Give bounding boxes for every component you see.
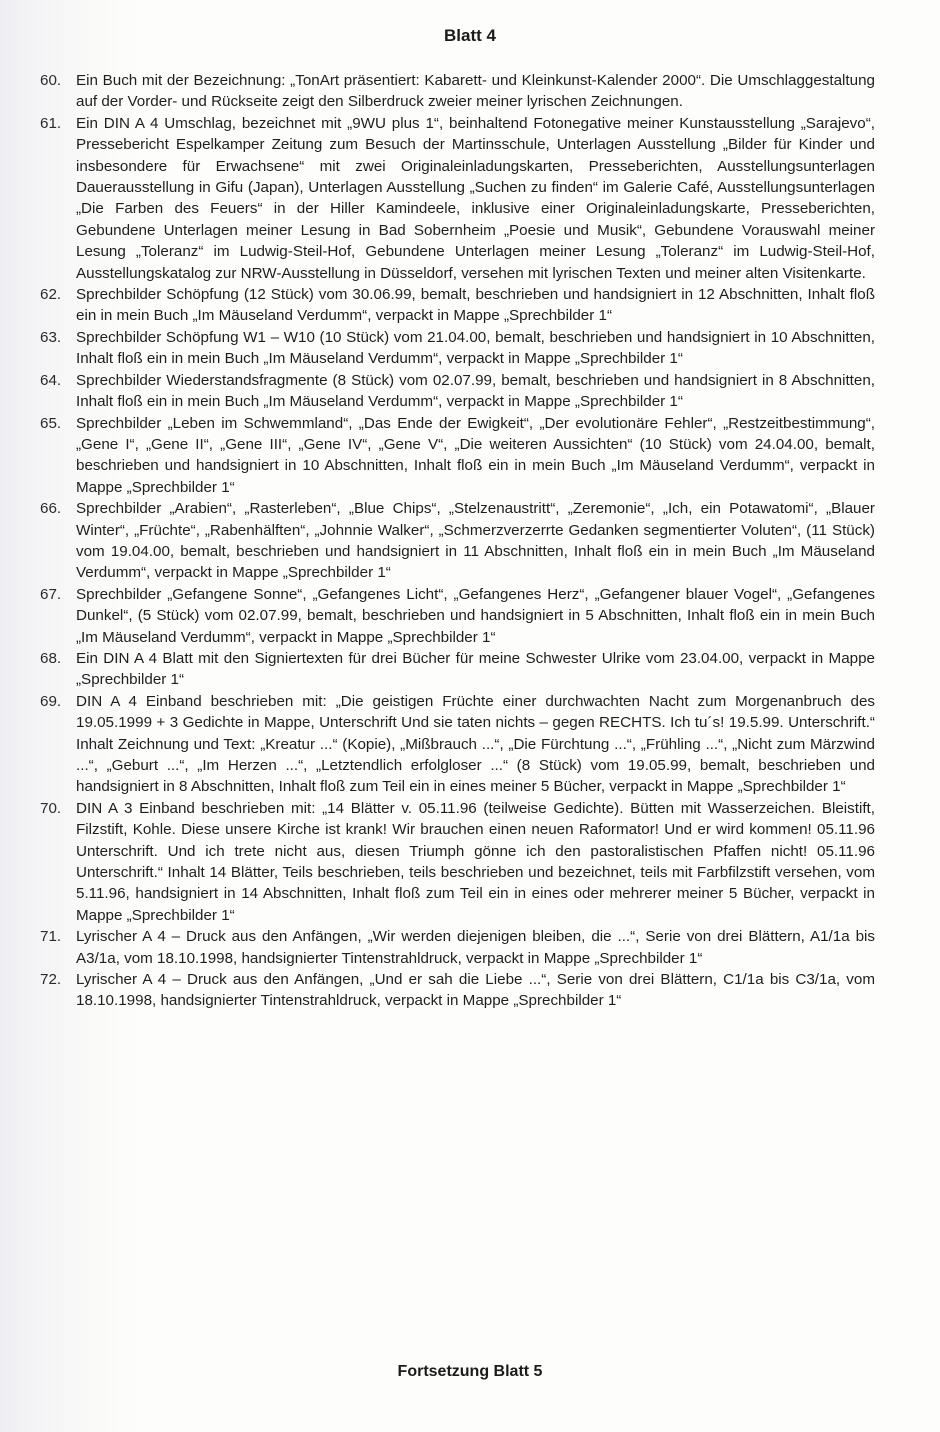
- item-number: 65.: [40, 414, 62, 432]
- item-text: DIN A 4 Einband beschrieben mit: „Die geistigen Früchte einer durchwachten Nacht zum Morgenanbruch des 19.05.1999 + 3 Gedichte in Mappe, Unterschrift Und sie taten nichts – gegen RECHTS. Ich tu´s! 19.5.99. Unterschrift.“ Inhalt Zeichnung und Text: „Kreatur ...“ (Kopie), „Mißbrauch ...“, „Die Fürchtung ...“, „Frühling ...“, „Nicht zum Märzwind ...“, „Geburt ...“, „Im Herzen ...“, „Letztendlich erfolgloser ...“ (8 Stück) vom 19.05.99, bemalt, beschrieben und handsigniert in 8 Abschnitten, Inhalt floß zum Teil ein in eines meiner 5 Bücher, verpackt in Mappe „Sprechbilder 1“: [76, 692, 875, 796]
- item-text: Sprechbilder Schöpfung W1 – W10 (10 Stück) vom 21.04.00, bemalt, beschrieben und handsigniert in 10 Abschnitten, Inhalt floß ein in mein Buch „Im Mäuseland Verdumm“, verpackt in Mappe „Sprechbilder 1“: [76, 328, 875, 368]
- item-number: 68.: [40, 649, 62, 667]
- item-text: Sprechbilder „Arabien“, „Rasterleben“, „Blue Chips“, „Stelzenaustritt“, „Zeremonie“, „Ich, ein Potawatomi“, „Blauer Winter“, „Früchte“, „Rabenhälften“, „Johnnie Walker“, „Schmerzverzerrte Gedanken segmentierter Voluten“, (11 Stück) vom 19.04.00, bemalt, beschrieben und handsigniert in 11 Abschnitten, Inhalt floß ein in mein Buch „Im Mäuseland Verdumm“, verpackt in Mappe „Sprechbilder 1“: [76, 500, 875, 582]
- item-text: Lyrischer A 4 – Druck aus den Anfängen, „Und er sah die Liebe ...“, Serie von drei Blättern, C1/1a bis C3/1a, vom 18.10.1998, handsignierter Tintenstrahldruck, verpackt in Mappe „Sprechbilder 1“: [76, 971, 875, 1010]
- list-item: [40, 370, 875, 413]
- item-number: 61.: [40, 114, 62, 132]
- item-text: Sprechbilder Schöpfung (12 Stück) vom 30.06.99, bemalt, beschrieben und handsigniert in 12 Abschnitten, Inhalt floß ein in mein Buch „Im Mäuseland Verdumm“, verpackt in Mappe „Sprechbilder 1“: [76, 286, 875, 325]
- continuation-note: Fortsetzung Blatt 5: [397, 1363, 543, 1380]
- item-number: 63.: [40, 328, 62, 346]
- list-item: [40, 584, 875, 648]
- item-number: 71.: [40, 928, 62, 946]
- item-text: Ein Buch mit der Bezeichnung: „TonArt präsentiert: Kabarett- und Kleinkunst-Kalender 2000“. Die Umschlaggestaltung auf der Vorder- und Rückseite zeigt den Silberdruck zweier meiner lyrischen Zeichnungen.: [76, 72, 875, 111]
- item-text: Ein DIN A 4 Blatt mit den Signiertexten für drei Bücher für meine Schwester Ulrike vom 23.04.00, verpackt in Mappe „Sprechbilder 1“: [76, 649, 875, 689]
- item-text: Sprechbilder „Gefangene Sonne“, „Gefangenes Licht“, „Gefangenes Herz“, „Gefangener blauer Vogel“, „Gefangenes Dunkel“, (5 Stück) vom 02.07.99, bemalt, beschrieben und handsigniert in 5 Abschnitten, Inhalt floß ein in mein Buch „Im Mäuseland Verdumm“, verpackt in Mappe „Sprechbilder 1“: [76, 585, 875, 646]
- page-title: Blatt 4: [444, 26, 496, 45]
- item-number: 67.: [40, 585, 62, 603]
- item-number: 66.: [40, 500, 62, 518]
- list-item: [40, 691, 875, 798]
- list-item: [40, 327, 875, 370]
- list-item: [40, 498, 875, 584]
- list-item: [40, 284, 875, 327]
- list-item: [40, 70, 875, 113]
- list-item: [40, 926, 875, 969]
- item-text: Sprechbilder „Leben im Schwemmland“, „Das Ende der Ewigkeit“, „Der evolutionäre Fehler“, „Restzeitbestimmung“, „Gene I“, „Gene II“, „Gene III“, „Gene IV“, „Gene V“, „Die weiteren Aussichten“ (10 Stück) vom 24.04.00, bemalt, beschrieben und handsigniert in 10 Abschnitten, Inhalt floß ein in mein Buch „Im Mäuseland Verdumm“, verpackt in Mappe „Sprechbilder 1“: [76, 414, 875, 496]
- item-number: 60.: [40, 72, 62, 89]
- item-number: 64.: [40, 371, 62, 389]
- item-number: 62.: [40, 286, 62, 304]
- item-text: Lyrischer A 4 – Druck aus den Anfängen, „Wir werden diejenigen bleiben, die ...“, Serie von drei Blättern, A1/1a bis A3/1a, vom 18.10.1998, handsignierter Tintenstrahldruck, verpackt in Mappe „Sprechbilder 1“: [76, 928, 875, 967]
- item-number: 72.: [40, 971, 62, 989]
- item-number: 69.: [40, 692, 62, 710]
- item-number: 70.: [40, 799, 62, 817]
- list-item: [40, 413, 875, 499]
- list-item: [40, 113, 875, 284]
- item-text: Ein DIN A 4 Umschlag, bezeichnet mit „9WU plus 1“, beinhaltend Fotonegative meiner Kunstausstellung „Sarajevo“, Pressebericht Espelkamper Zeitung zum Besuch der Martinsschule, Unterlagen Ausstellung „Bilder für Kinder und insbesondere für Erwachsene“ mit zwei Originaleinladungskarten, Presseberichten, Ausstellungsunterlagen Dauerausstellung in Gifu (Japan), Unterlagen Ausstellung „Suchen zu finden“ im Galerie Café, Ausstellungsunterlagen „Die Farben des Feuers“ in der Hiller Kamindeele, inklusive einer Originaleinladungskarte, Presseberichten, Gebundene Unterlagen meiner Lesung in Bad Sobernheim „Poesie und Musik“, Gebundene Vorauswahl meiner Lesung „Toleranz“ im Ludwig-Steil-Hof, Gebundene Unterlagen meiner Lesung „Toleranz“ im Ludwig-Steil-Hof, Ausstellungskatalog zur NRW-Ausstellung in Düsseldorf, versehen mit lyrischen Texten und meiner alten Visitenkarte.: [76, 114, 875, 282]
- item-text: Sprechbilder Wiederstandsfragmente (8 Stück) vom 02.07.99, bemalt, beschrieben und handsigniert in 8 Abschnitten, Inhalt floß ein in mein Buch „Im Mäuseland Verdumm“, verpackt in Mappe „Sprechbilder 1“: [76, 371, 875, 411]
- item-text: DIN A 3 Einband beschrieben mit: „14 Blätter v. 05.11.96 (teilweise Gedichte). Bütten mit Wasserzeichen. Bleistift, Filzstift, Kohle. Diese unsere Kirche ist krank! Wir brauchen einen neuen Raformator! Und er wird kommen! 05.11.96 Unterschrift. Und ich trete nicht aus, diesen Triumph gönne ich den pastoralistischen Pfaffen nicht! 05.11.96 Unterschrift.“ Inhalt 14 Blätter, Teils beschrieben, teils beschrieben und bezeichnet, teils mit Farbfilzstift versehen, vom 5.11.96, handsigniert in 14 Abschnitten, Inhalt floß zum Teil ein in eines oder mehrerer meiner 5 Bücher, verpackt in Mappe „Sprechbilder 1“: [76, 799, 875, 924]
- list-item: [40, 969, 875, 1012]
- list-item: [40, 798, 875, 926]
- list-item: [40, 648, 875, 691]
- item-list: [40, 70, 875, 1012]
